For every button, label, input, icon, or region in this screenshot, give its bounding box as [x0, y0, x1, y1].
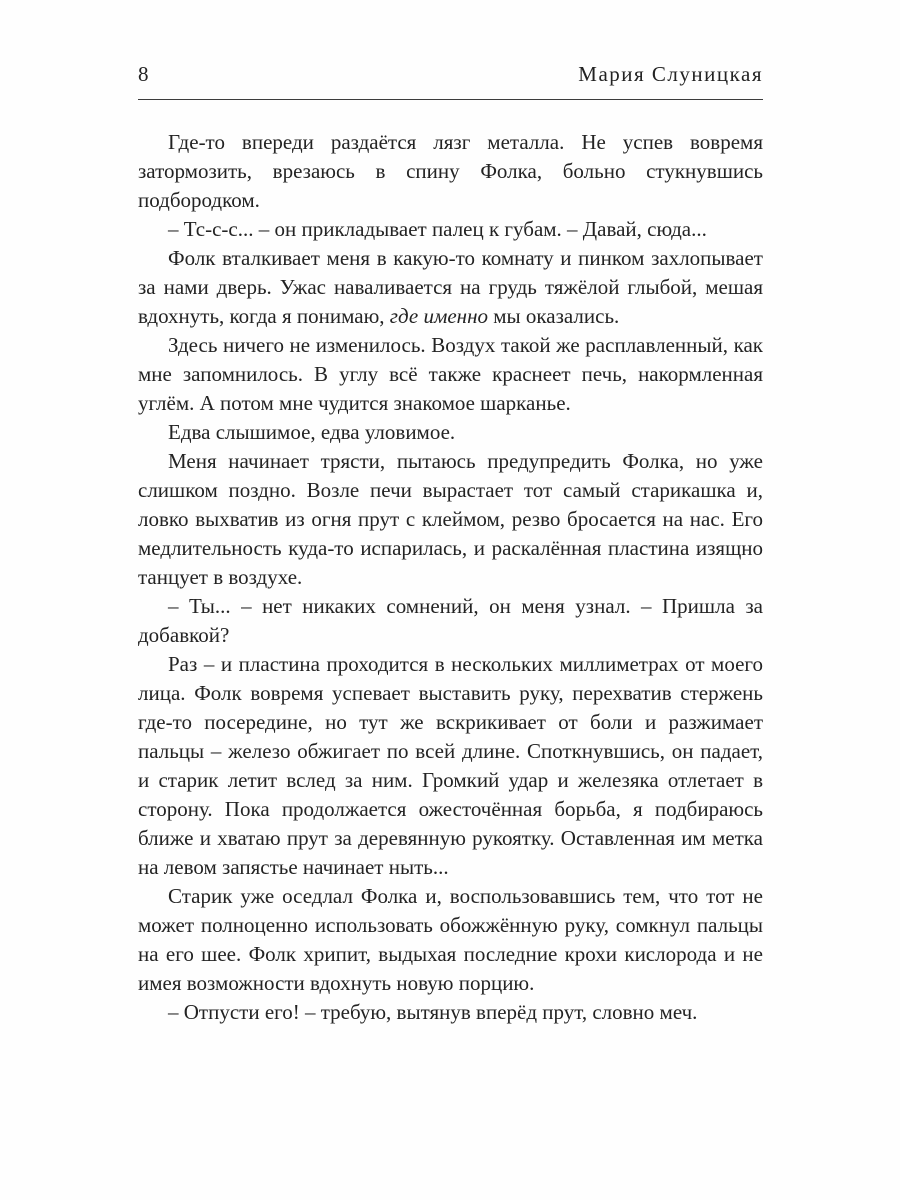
paragraph	[138, 244, 763, 331]
text-segment: Едва слышимое, едва уловимое.	[168, 420, 456, 444]
text-segment: Раз – и пластина проходится в нескольких миллиметрах от моего лица. Фолк вовремя успевает выставить руку, перехватив стержень где-то посередине, но тут же вскрикивает от боли и разжимает пальцы – железо обжигает по всей длине. Споткнувшись, он падает, и старик летит вслед за ним. Громкий удар и железяка отлетает в сторону. Пока продолжается ожесточённая борьба, я подбираюсь ближе и хватаю прут за деревянную рукоятку. Оставленная им метка на левом запястье начинает ныть...	[138, 652, 763, 879]
text-segment: – Тс-с-с... – он прикладывает палец к губам. – Давай, сюда...	[168, 217, 707, 241]
paragraph	[138, 128, 763, 215]
text-segment: Фолк вталкивает меня в какую-то комнату и пинком захлопывает за нами дверь. Ужас наваливается на грудь тяжёлой глыбой, мешая вдохнуть, когда я понимаю,	[138, 246, 763, 328]
paragraph	[138, 882, 763, 998]
text-segment: – Отпусти его! – требую, вытянув вперёд прут, словно меч.	[168, 1000, 698, 1024]
paragraph	[138, 331, 763, 418]
running-header	[138, 62, 763, 100]
page-content	[138, 62, 763, 1027]
italic-phrase: где именно	[389, 304, 488, 328]
text-segment: – Ты... – нет никаких сомнений, он меня узнал. – Пришла за добавкой?	[138, 594, 763, 647]
text-segment: Здесь ничего не изменилось. Воздух такой же расплавленный, как мне запомнилось. В углу всё также краснеет печь, накормленная углём. А потом мне чудится знакомое шарканье.	[138, 333, 763, 415]
paragraph	[138, 998, 763, 1027]
paragraph	[138, 215, 763, 244]
paragraph	[138, 418, 763, 447]
page-number: 8	[138, 62, 149, 86]
text-segment: Меня начинает трясти, пытаюсь предупредить Фолка, но уже слишком поздно. Возле печи вырастает тот самый старикашка и, ловко выхватив из огня прут с клеймом, резво бросается на нас. Его медлительность куда-то испарилась, и раскалённая пластина изящно танцует в воздухе.	[138, 449, 763, 589]
paragraph	[138, 650, 763, 882]
running-head-author: Мария Слуницкая	[578, 62, 763, 86]
text-segment: Старик уже оседлал Фолка и, воспользовавшись тем, что тот не может полноценно использовать обожжённую руку, сомкнул пальцы на его шее. Фолк хрипит, выдыхая последние крохи кислорода и не имея возможности вдохнуть новую порцию.	[138, 884, 763, 995]
text-segment: мы оказались.	[488, 304, 620, 328]
paragraph	[138, 592, 763, 650]
text-segment: Где-то впереди раздаётся лязг металла. Не успев вовремя затормозить, врезаюсь в спину Фолка, больно стукнувшись подбородком.	[138, 130, 763, 212]
page-body	[138, 128, 763, 1027]
paragraph	[138, 447, 763, 592]
